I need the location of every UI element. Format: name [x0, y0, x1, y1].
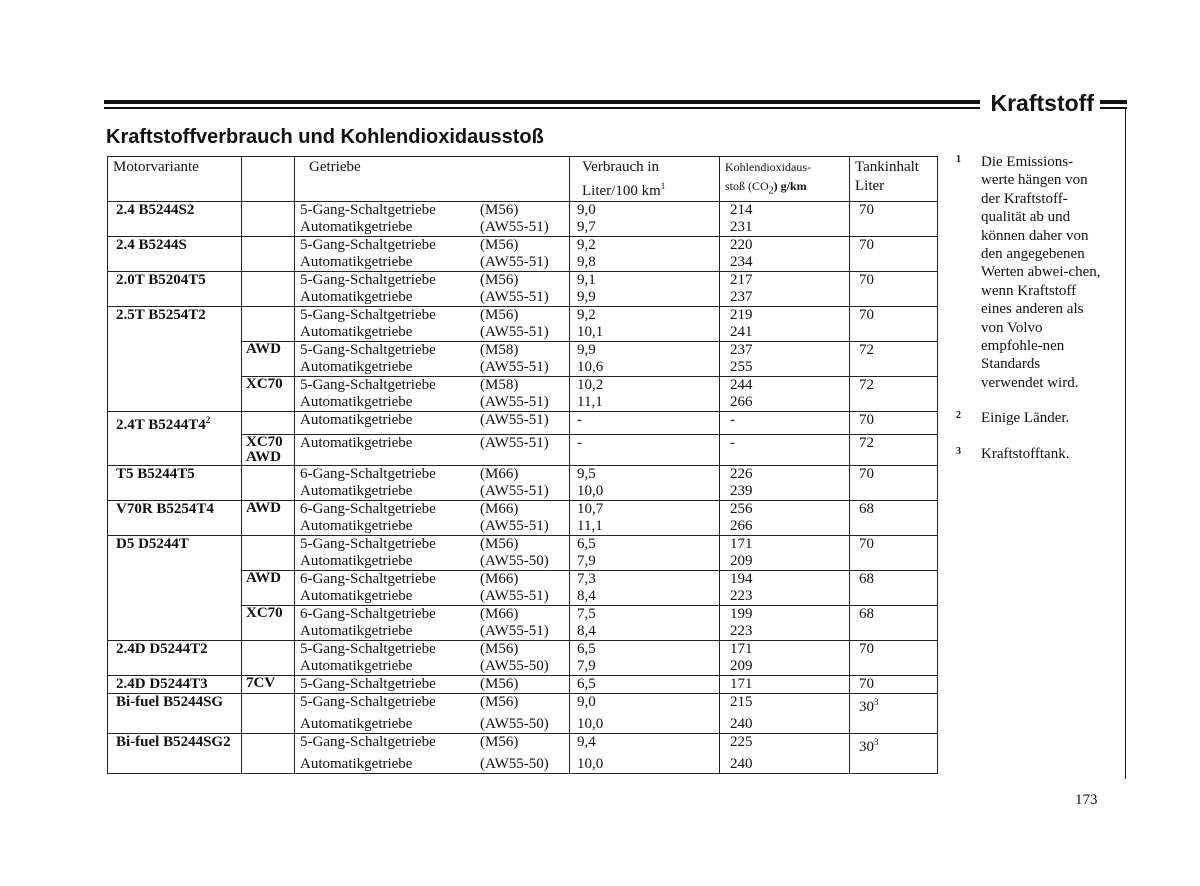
consumption-cell: 10,7 [570, 500, 720, 518]
consumption-cell: 10,0 [570, 483, 720, 501]
tank-cell: 70 [850, 307, 938, 325]
co2-cell: - [720, 434, 850, 465]
engine-cell: Bi-fuel B5244SG2 [108, 733, 242, 756]
variant-cell [242, 756, 295, 774]
table-row [108, 640, 938, 658]
co2-cell: 209 [720, 658, 850, 676]
transmission-cell: 6-Gang-Schaltgetriebe (M66) [295, 605, 570, 623]
co2-cell: 171 [720, 675, 850, 693]
header-co2: Kohlendioxidaus- stoß $(CO_2)$ g/km [720, 157, 850, 202]
consumption-cell: 10,0 [570, 716, 720, 734]
tank-cell: 68 [850, 605, 938, 623]
co2-cell: 256 [720, 500, 850, 518]
transmission-cell: Automatikgetriebe (AW55-51) [295, 623, 570, 641]
footnote-mark: 2 [956, 410, 961, 422]
table-row [108, 434, 938, 465]
variant-cell [242, 623, 295, 641]
tank-cell [850, 394, 938, 412]
table-row [108, 658, 938, 676]
variant-cell [242, 219, 295, 237]
margin-rule [1125, 109, 1126, 779]
variant-cell [242, 394, 295, 412]
footnote-text: Die Emissions-werte hängen von der Kraftstoff-qualität ab und können daher von den angegebenen Werten abwei-chen, wenn Kraftstoff eines anderen als von Volvo empfohle-nen Standards verwendet wird. [981, 154, 1101, 391]
header-consumption: Verbrauch in Liter/100 $km^1$ [570, 157, 720, 202]
consumption-cell: 11,1 [570, 518, 720, 536]
table-row [108, 500, 938, 518]
table-row [108, 623, 938, 641]
consumption-cell: 6,5 [570, 640, 720, 658]
tank-cell [850, 623, 938, 641]
consumption-cell: 9,9 [570, 342, 720, 360]
engine-cell: Bi-fuel B5244SG [108, 693, 242, 716]
footnote-text: Kraftstofftank. [981, 445, 1070, 462]
engine-cell [108, 394, 242, 412]
tank-cell: 70 [850, 272, 938, 290]
transmission-cell: Automatikgetriebe (AW55-50) [295, 553, 570, 571]
header-engine: Motorvariante [108, 157, 242, 202]
engine-cell [108, 518, 242, 536]
co2-cell: 244 [720, 377, 850, 395]
table-row [108, 254, 938, 272]
table-row [108, 605, 938, 623]
variant-cell [242, 254, 295, 272]
tank-cell [850, 324, 938, 342]
tank-cell: 70 [850, 535, 938, 553]
transmission-cell: Automatikgetriebe (AW55-51) [295, 588, 570, 606]
tank-cell [850, 518, 938, 536]
transmission-cell: Automatikgetriebe (AW55-51) [295, 394, 570, 412]
engine-cell: 2.4D D5244T3 [108, 675, 242, 693]
transmission-cell: Automatikgetriebe (AW55-51) [295, 412, 570, 435]
consumption-cell: 6,5 [570, 535, 720, 553]
consumption-cell: 9,2 [570, 307, 720, 325]
tank-cell [850, 483, 938, 501]
consumption-cell: 9,4 [570, 733, 720, 756]
header-rule-thick [104, 100, 980, 104]
table-row [108, 756, 938, 774]
tank-cell: 72 [850, 377, 938, 395]
variant-cell [242, 518, 295, 536]
co2-cell: 237 [720, 289, 850, 307]
consumption-cell: 9,0 [570, 202, 720, 220]
variant-cell [242, 535, 295, 553]
variant-cell [242, 324, 295, 342]
variant-cell [242, 359, 295, 377]
table-row [108, 342, 938, 360]
consumption-cell: 9,0 [570, 693, 720, 716]
variant-cell: AWD [242, 342, 295, 360]
table-row [108, 377, 938, 395]
transmission-cell: 5-Gang-Schaltgetriebe (M58) [295, 342, 570, 360]
co2-cell: 215 [720, 693, 850, 716]
co2-cell: 237 [720, 342, 850, 360]
header-rule-right-thick [1100, 100, 1127, 104]
variant-cell [242, 237, 295, 255]
footnote [956, 409, 1106, 427]
engine-cell [108, 623, 242, 641]
variant-cell [242, 202, 295, 220]
co2-cell: 199 [720, 605, 850, 623]
tank-cell [850, 716, 938, 734]
co2-cell: 266 [720, 518, 850, 536]
table-row [108, 412, 938, 435]
tank-cell [850, 359, 938, 377]
engine-cell: D5 D5244T [108, 535, 242, 553]
engine-cell [108, 658, 242, 676]
section-title: Kraftstoff [985, 90, 1095, 117]
transmission-cell: Automatikgetriebe (AW55-51) [295, 219, 570, 237]
consumption-cell: 8,4 [570, 588, 720, 606]
transmission-cell: Automatikgetriebe (AW55-51) [295, 434, 570, 465]
table-row [108, 324, 938, 342]
footnote [956, 153, 1106, 392]
engine-cell [108, 605, 242, 623]
co2-cell: 231 [720, 219, 850, 237]
table-row [108, 716, 938, 734]
tank-cell [850, 756, 938, 774]
engine-cell [108, 483, 242, 501]
co2-cell: 255 [720, 359, 850, 377]
header-transmission: Getriebe [295, 157, 570, 202]
tank-cell: 68 [850, 500, 938, 518]
variant-cell [242, 412, 295, 435]
variant-cell: XC70 [242, 377, 295, 395]
variant-cell [242, 640, 295, 658]
tank-cell [850, 254, 938, 272]
variant-cell [242, 553, 295, 571]
table-row [108, 733, 938, 756]
transmission-cell: Automatikgetriebe (AW55-51) [295, 254, 570, 272]
tank-cell: 68 [850, 570, 938, 588]
co2-cell: 226 [720, 465, 850, 483]
variant-cell: XC70 [242, 605, 295, 623]
transmission-cell: 6-Gang-Schaltgetriebe (M66) [295, 570, 570, 588]
co2-cell: 223 [720, 623, 850, 641]
table-row [108, 483, 938, 501]
variant-cell [242, 693, 295, 716]
co2-cell: 234 [720, 254, 850, 272]
engine-cell: V70R B5254T4 [108, 500, 242, 518]
table-row [108, 272, 938, 290]
table-row [108, 394, 938, 412]
engine-cell: 2.0T B5204T5 [108, 272, 242, 290]
engine-cell: 2.5T B5254T2 [108, 307, 242, 325]
table-row [108, 693, 938, 716]
engine-cell: 2.4 B5244S2 [108, 202, 242, 220]
tank-cell: 70 [850, 412, 938, 435]
tank-cell [850, 588, 938, 606]
footnote-mark: 1 [956, 154, 961, 165]
transmission-cell: 5-Gang-Schaltgetriebe (M56) [295, 307, 570, 325]
engine-cell [108, 359, 242, 377]
transmission-cell: 5-Gang-Schaltgetriebe (M56) [295, 733, 570, 756]
transmission-cell: 5-Gang-Schaltgetriebe (M58) [295, 377, 570, 395]
co2-cell: 239 [720, 483, 850, 501]
variant-cell [242, 307, 295, 325]
transmission-cell: Automatikgetriebe (AW55-50) [295, 756, 570, 774]
tank-cell: 70 [850, 675, 938, 693]
consumption-cell: 7,3 [570, 570, 720, 588]
table-row [108, 535, 938, 553]
engine-cell [108, 254, 242, 272]
consumption-cell: 9,2 [570, 237, 720, 255]
variant-cell: XC70 AWD [242, 434, 295, 465]
engine-cell [108, 219, 242, 237]
consumption-cell: 7,9 [570, 553, 720, 571]
engine-cell [108, 377, 242, 395]
co2-cell: 194 [720, 570, 850, 588]
variant-cell [242, 733, 295, 756]
tank-cell: 70 [850, 640, 938, 658]
table-row [108, 570, 938, 588]
transmission-cell: 5-Gang-Schaltgetriebe (M56) [295, 272, 570, 290]
variant-cell [242, 483, 295, 501]
consumption-cell: - [570, 412, 720, 435]
tank-cell: 72 [850, 434, 938, 465]
co2-cell: 241 [720, 324, 850, 342]
co2-cell: 214 [720, 202, 850, 220]
transmission-cell: 6-Gang-Schaltgetriebe (M66) [295, 500, 570, 518]
transmission-cell: Automatikgetriebe (AW55-51) [295, 324, 570, 342]
table-row [108, 675, 938, 693]
variant-cell [242, 716, 295, 734]
consumption-cell: 11,1 [570, 394, 720, 412]
engine-cell [108, 756, 242, 774]
tank-cell [850, 553, 938, 571]
variant-cell [242, 465, 295, 483]
table-row [108, 289, 938, 307]
co2-cell: 219 [720, 307, 850, 325]
footnotes [956, 153, 1106, 480]
page-heading: Kraftstoffverbrauch und Kohlendioxidausstoß [106, 126, 544, 148]
transmission-cell: 5-Gang-Schaltgetriebe (M56) [295, 693, 570, 716]
transmission-cell: Automatikgetriebe (AW55-50) [295, 658, 570, 676]
consumption-cell: 9,5 [570, 465, 720, 483]
table-row [108, 359, 938, 377]
co2-cell: 240 [720, 756, 850, 774]
co2-cell: - [720, 412, 850, 435]
consumption-cell: - [570, 434, 720, 465]
co2-cell: 225 [720, 733, 850, 756]
engine-cell [108, 588, 242, 606]
transmission-cell: 5-Gang-Schaltgetriebe (M56) [295, 535, 570, 553]
variant-cell [242, 289, 295, 307]
tank-cell [850, 658, 938, 676]
consumption-cell: 10,0 [570, 756, 720, 774]
co2-cell: 209 [720, 553, 850, 571]
footnote-text: Einige Länder. [981, 410, 1070, 427]
table-row [108, 465, 938, 483]
tank-cell [850, 289, 938, 307]
consumption-cell: 9,7 [570, 219, 720, 237]
consumption-cell: 10,2 [570, 377, 720, 395]
co2-cell: 171 [720, 640, 850, 658]
engine-cell: T5 B5244T5 [108, 465, 242, 483]
co2-cell: 240 [720, 716, 850, 734]
consumption-cell: 8,4 [570, 623, 720, 641]
tank-cell: 70 [850, 237, 938, 255]
consumption-cell: 9,9 [570, 289, 720, 307]
consumption-cell: 10,1 [570, 324, 720, 342]
variant-cell: 7CV [242, 675, 295, 693]
header-rule-right-thin [1100, 107, 1127, 109]
transmission-cell: Automatikgetriebe (AW55-51) [295, 359, 570, 377]
transmission-cell: Automatikgetriebe (AW55-51) [295, 483, 570, 501]
variant-cell [242, 272, 295, 290]
table-row [108, 518, 938, 536]
engine-cell [108, 324, 242, 342]
table-row [108, 588, 938, 606]
engine-cell [108, 716, 242, 734]
consumption-cell: 9,8 [570, 254, 720, 272]
table-row [108, 219, 938, 237]
co2-cell: 223 [720, 588, 850, 606]
variant-cell [242, 658, 295, 676]
transmission-cell: 5-Gang-Schaltgetriebe (M56) [295, 202, 570, 220]
transmission-cell: 5-Gang-Schaltgetriebe (M56) [295, 640, 570, 658]
co2-cell: 217 [720, 272, 850, 290]
variant-cell: AWD [242, 500, 295, 518]
consumption-cell: 9,1 [570, 272, 720, 290]
co2-cell: 266 [720, 394, 850, 412]
engine-cell: 2.4 B5244S [108, 237, 242, 255]
transmission-cell: Automatikgetriebe (AW55-51) [295, 518, 570, 536]
engine-cell: 2.4T $B5244T4^2$ [108, 412, 242, 435]
engine-cell [108, 342, 242, 360]
engine-cell [108, 289, 242, 307]
table-header-row [108, 157, 938, 202]
consumption-cell: 7,9 [570, 658, 720, 676]
engine-cell: 2.4D D5244T2 [108, 640, 242, 658]
footnote [956, 445, 1106, 463]
transmission-cell: 5-Gang-Schaltgetriebe (M56) [295, 675, 570, 693]
engine-cell [108, 570, 242, 588]
tank-cell [850, 219, 938, 237]
table-body [108, 202, 938, 774]
consumption-cell: 6,5 [570, 675, 720, 693]
consumption-cell: 10,6 [570, 359, 720, 377]
consumption-cell: 7,5 [570, 605, 720, 623]
tank-cell: 72 [850, 342, 938, 360]
header-tank: Tankinhalt Liter [850, 157, 938, 202]
tank-cell: 70 [850, 465, 938, 483]
variant-cell: AWD [242, 570, 295, 588]
table-row [108, 553, 938, 571]
co2-cell: 171 [720, 535, 850, 553]
transmission-cell: 6-Gang-Schaltgetriebe (M66) [295, 465, 570, 483]
tank-cell: 70 [850, 202, 938, 220]
page-number: 173 [1075, 792, 1098, 808]
table-row [108, 237, 938, 255]
table-row [108, 202, 938, 220]
header-variant [242, 157, 295, 202]
tank-cell: $30^3$ [850, 693, 938, 716]
header-rule-thin [104, 107, 980, 109]
variant-cell [242, 588, 295, 606]
transmission-cell: Automatikgetriebe (AW55-51) [295, 289, 570, 307]
co2-cell: 220 [720, 237, 850, 255]
tank-cell: $30^3$ [850, 733, 938, 756]
engine-cell [108, 434, 242, 465]
fuel-consumption-table [107, 156, 938, 774]
table-row [108, 307, 938, 325]
transmission-cell: Automatikgetriebe (AW55-50) [295, 716, 570, 734]
footnote-mark: 3 [956, 445, 961, 457]
engine-cell [108, 553, 242, 571]
transmission-cell: 5-Gang-Schaltgetriebe (M56) [295, 237, 570, 255]
